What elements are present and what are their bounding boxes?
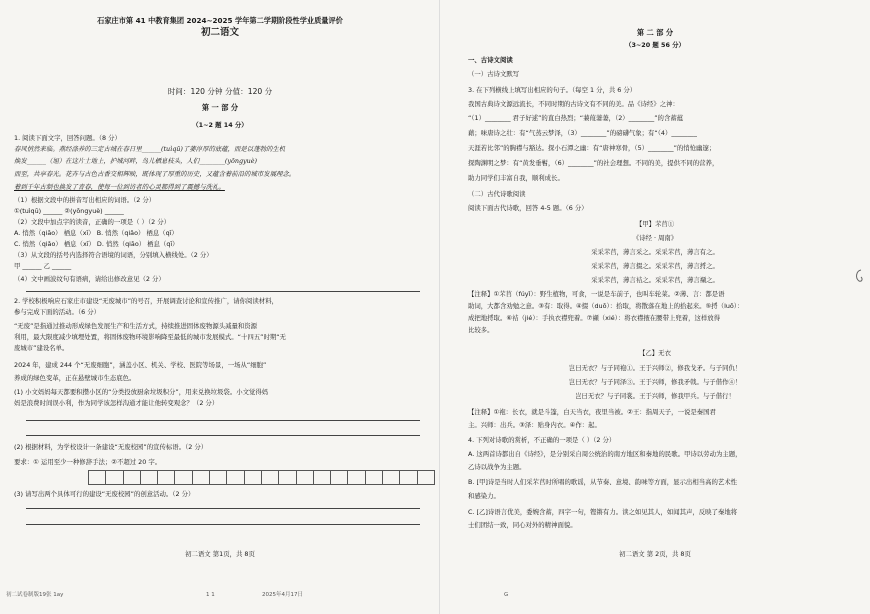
q1-line: （3）从文段的括号内选择符合语境的词语，分别填入横线处。（2 分） xyxy=(14,251,213,259)
q1-line: （2）文段中加点字的读音，正确的一项是（ ）（2 分） xyxy=(14,218,170,226)
q2b-requirement: 要求：① 运用至少一种修辞手法；②不超过 20 字。 xyxy=(14,458,162,466)
q4-option-c: C. [乙]诗语言优美，委婉含蓄，四字一句，铿锵有力。读之如见其人，如闻其声，反映了秦地将 xyxy=(468,508,738,516)
print-marks: 1 1 xyxy=(206,592,215,598)
q2-material: 养成的绿色变革，正在悬壁城市生态底色。 xyxy=(14,374,136,382)
annotation-line: 主。兴师：出兵。③泽：贴身内衣。④作：起。 xyxy=(468,421,601,429)
page-footer: 初二语文 第1页，共 8页 xyxy=(185,550,255,558)
q3-line: 3. 在下列横线上填写出相应的句子。（每空 1 分，共 6 分） xyxy=(468,86,637,94)
q2-material: 废城市”建设名单。 xyxy=(14,344,69,352)
q1-line: 1. 阅读下面文字，回答问题。（8 分） xyxy=(14,134,121,142)
q2c-question: (3) 请写出两个具体可行的建设“无废校园”的创意活动。（2 分） xyxy=(14,490,195,498)
print-date: 2025年4月17日 xyxy=(262,592,303,598)
answer-grid[interactable] xyxy=(88,470,434,485)
part-title: 第 二 部 分 xyxy=(636,28,674,37)
poem-line: 岂曰无衣？与子同裳。王于兴师，修我甲兵。与子偕行！ xyxy=(575,392,735,400)
q4-option-b: B. [甲]诗是当时人们采芣苢时所唱的歌谣，从节奏、意境、韵味等方面，显示出相当高的艺术性 xyxy=(468,478,738,486)
poem-yi-title: 【乙】无衣 xyxy=(639,349,671,357)
q3-line: 藉；味唐诗之壮：有“气蒸云梦泽，（3）________”的磅礴气象；有“（4）________ xyxy=(468,129,697,137)
q1-wavy-sentence: 着到千年古制也换发了青春，使每一位到访者的心灵都得到了震撼与洗礼。 xyxy=(14,183,225,191)
poem-jia-title: 【甲】芣苢① xyxy=(635,220,675,228)
page-footer: 初二语文 第 2页，共 8页 xyxy=(619,550,691,558)
q3-line: 天涯若比邻”的胸襟与豁达。探小石潭之幽：有“唐神寒骨，（5）________”的悄怆幽邃； xyxy=(468,144,716,152)
poem-jia-source: 《诗经 · 周南》 xyxy=(632,234,678,242)
q2-line: 2. 学校积极响应石家庄市建设“无废城市”的号召，开展调查讨论和宣传推广，请你阅读材料， xyxy=(14,297,278,305)
annotation-line: 【注释】①芣苢（fúyǐ）：野生植物，可食，一说是车前子，也叫车轮菜。②薄、言：都是语 xyxy=(468,290,725,298)
answer-line xyxy=(26,291,420,292)
q1-line: 春风悄然来临。燕经涤养的三定古城在春日里______(tuìqū)了萎淳厚的底蕴，而是以蓬勃的生机 xyxy=(14,145,286,153)
print-label: 初二试卷制版19张 1ay xyxy=(6,592,64,598)
q4-option-c-cont: 士们团结一致，同心对外的精神面貌。 xyxy=(468,521,577,529)
q2-subq: (1) 小文妈妈每天都要积攒小区的“分类投放厨余垃圾积分”，用来兑换垃圾袋。小文觉得妈 xyxy=(14,388,269,396)
q4-option-b-cont: 和感染力。 xyxy=(468,492,500,500)
annotation-line: 助词，大都含劝勉之意。③有：取得。④掇（duō）：拾取，将散落在地上的拾起来。⑤捋（luō）： xyxy=(468,302,744,310)
answer-line xyxy=(26,508,420,509)
exam-header: 石家庄市第 41 中教育集团 2024~2025 学年第二学期阶段性学业质量评价 xyxy=(97,16,343,25)
q2b-question: (2) 根据材料，为学校设计一条建设“无废校园”的宣传标语。（2 分） xyxy=(14,443,208,451)
q3-line: 探陶渊明之梦：有“黄发垂髫，（6）________”的社会理想。不同的美，提供不同的营养， xyxy=(468,159,719,167)
section-title: 一、古诗文阅读 xyxy=(468,56,513,64)
q1-line: 焕发______（旭）在这片土地上，护城河畔，鸟儿栖息枝头，人们________(yōngyuè) xyxy=(14,157,258,165)
q1-option: A. 悄然（qiāo） 栖息（xī） B. 悄然（qiǎo） 栖息（qī） xyxy=(14,229,178,237)
q1-option: C. 悄然（qiǎo） 栖息（xī） D. 悄然（qiāo） 栖息（qī） xyxy=(14,240,179,248)
page-fold xyxy=(439,0,440,614)
time-score: 时间：120 分钟 分值：120 分 xyxy=(167,87,273,96)
part-range: （3~20 题 56 分） xyxy=(625,41,685,49)
q1-line: 甲 ______ 乙 ______ xyxy=(14,262,72,270)
annotation-line: 成把地捋取。⑥袺（jié）：手执衣襟兜着。⑦襭（xié）：将衣襟掖在腰带上兜着，这样放得 xyxy=(468,314,721,322)
q3-line: “（1）________ 君子好逑”的直白热烈；“蒹葭萋萋，（2）________”的含蓄蕴 xyxy=(468,114,684,122)
part-range: （1~2 题 14 分） xyxy=(192,121,248,129)
answer-line xyxy=(26,435,420,436)
print-center-mark: G xyxy=(504,592,509,598)
q2-material: 2024 年，建成 244 个“无废细胞”，涵盖小区、机关、学校、医院等场景，一场从“细胞” xyxy=(14,361,267,369)
answer-line xyxy=(26,420,420,421)
q1-line: ①(tuìqū) ______ ②(yōngyuè) ______ xyxy=(14,207,124,215)
q2-material: 利用，最大限度减少填埋处置，将固体废物环境影响降至最低的城市发展模式。“十四五”时期“无 xyxy=(14,333,286,341)
poem-line: 采采芣苢，薄言袺之。采采芣苢，薄言襭之。 xyxy=(591,276,719,284)
subject-title: 初二语文 xyxy=(200,27,239,38)
reading-intro: 阅读下面古代诗歌，回答 4-5 题。（6 分） xyxy=(468,204,588,212)
answer-line xyxy=(26,524,420,525)
q2-line: 参与完成下面的活动。（6 分） xyxy=(14,308,100,316)
poem-line: 岂曰无衣？与子同泽③。王于兴师，修我矛戟。与子偕作④！ xyxy=(568,378,742,386)
poem-line: 岂曰无衣？与子同袍①。王于兴师②，修我戈矛。与子同仇！ xyxy=(568,364,742,372)
subsection-title: （二）古代诗歌阅读 xyxy=(468,190,526,198)
part-title: 第 一 部 分 xyxy=(201,103,239,112)
annotation-line: 比较多。 xyxy=(468,326,494,334)
q4-option-a: A. 这两首诗都出自《诗经》，是分别采自周公统治的南方地区和秦地的民歌。甲诗以劳动为主题， xyxy=(468,450,742,458)
q3-line: 我国古典诗文源远流长，不同时期的古诗文有不同的美。品《诗经》之神： xyxy=(468,100,679,108)
q1-line: （1）根据文段中的拼音写出相应的词语。（2 分） xyxy=(14,196,156,204)
q1-line: 而至，共享春光。花卉与古色古香交相辉映，既体现了厚重的历史，又蕴含着前沿的城市发展理念。 xyxy=(14,170,296,178)
binding-hole-icon xyxy=(853,268,865,284)
annotation-line: 【注释】①袍：长衣，就是斗篷，白天当衣，夜里当被。②王：指周天子，一说是秦国君 xyxy=(468,408,716,416)
q1-line: （4）文中画波纹句有语病，请给出修改意见（2 分） xyxy=(14,275,165,283)
q3-line: 助力同学们丰富自我，顺利成长。 xyxy=(468,174,564,182)
q4-question: 4. 下列对诗歌的赏析，不正确的一项是（ ）（2 分） xyxy=(468,436,616,444)
subsection-title: （一）古诗文默写 xyxy=(468,70,520,78)
q2-subq: 妈是浪费时间误小利，作为同学该怎样沟通才能让他转变观念？（2 分） xyxy=(14,399,219,407)
q2-material: “无废”是指通过推动形成绿色发展生产和生活方式，持续推进固体废物源头减量和资源 xyxy=(14,322,258,330)
poem-line: 采采芣苢，薄言采之。采采芣苢，薄言有之。 xyxy=(591,248,719,256)
q4-option-a-cont: 乙诗以战争为主题。 xyxy=(468,463,526,471)
poem-line: 采采芣苢，薄言掇之。采采芣苢，薄言捋之。 xyxy=(591,262,719,270)
